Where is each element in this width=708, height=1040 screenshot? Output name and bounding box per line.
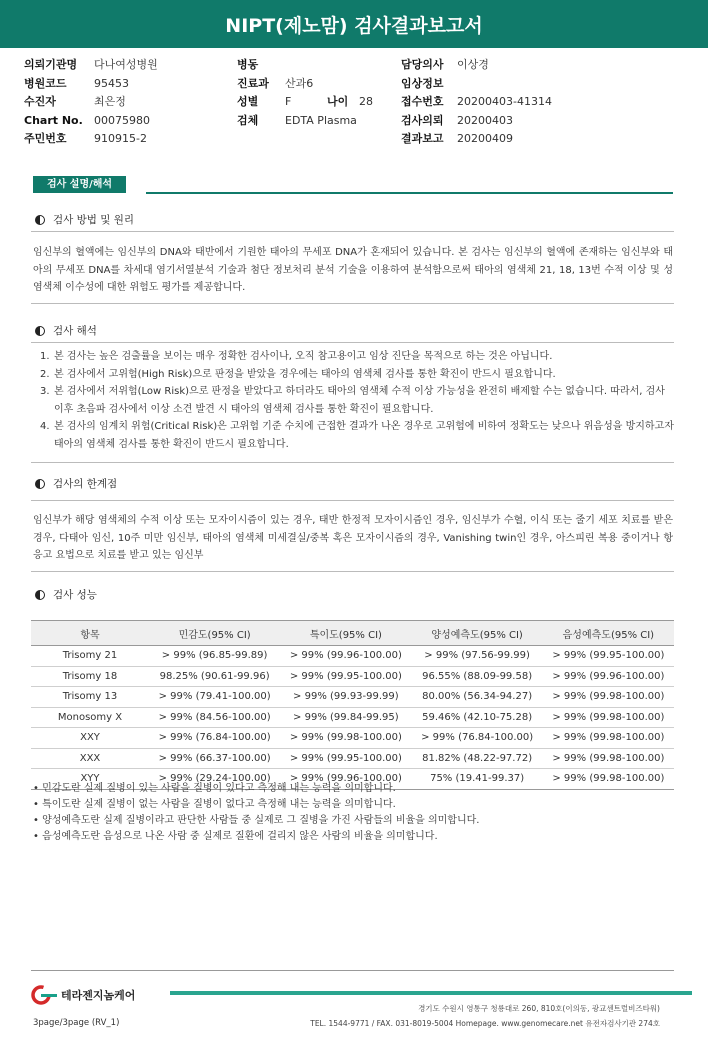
divider (31, 342, 674, 343)
list-item: 3. 본 검사에서 저위험(Low Risk)으로 판정을 받았다고 하더라도 태아의 염색체 수적 이상 가능성을 완전히 배제할 수는 없습니다. 따라서, 검사 이후 초음파 검사에서 이상 소견 발견 시 태아의 염색체 검사를 통한 확진이 필요합니다. (40, 383, 674, 418)
table-header-cell: 음성예측도(95% CI) (543, 621, 674, 646)
divider (31, 231, 674, 232)
info-value: 이상경 (457, 58, 489, 71)
info-value: 다나여성병원 (94, 58, 158, 71)
interpretation-list (40, 348, 674, 453)
list-item: 2. 본 검사에서 고위험(High Risk)으로 판정을 받았을 경우에는 태아의 염색체 검사를 통한 확진이 반드시 필요합니다. (40, 366, 674, 384)
info-row (237, 56, 373, 75)
info-label-age: 나이 (327, 95, 349, 108)
table-cell: Trisomy 13 (31, 687, 149, 708)
info-value: 산과6 (285, 76, 314, 90)
table-cell: > 99% (96.85-99.89) (149, 646, 280, 667)
table-cell: > 99% (29.24-100.00) (149, 769, 280, 790)
table-cell: > 99% (99.98-100.00) (280, 728, 411, 749)
table-cell: > 99% (99.95-100.00) (280, 666, 411, 687)
info-row (24, 56, 158, 75)
table-cell: > 99% (99.98-100.00) (543, 707, 674, 728)
table-cell: Trisomy 18 (31, 666, 149, 687)
note-text: 민감도란 실제 질병이 있는 사람을 질병이 있다고 측정해 내는 능력을 의미합니다. (42, 783, 396, 794)
info-row (401, 112, 552, 131)
info-row (401, 130, 552, 149)
list-item-text: 본 검사에서 저위험(Low Risk)으로 판정을 받았다고 하더라도 태아의 염색체 수적 이상 가능성을 완전히 배제할 수는 없습니다. 따라서, 검사 이후 초음파 검사에서 이상 소견 발견 시 태아의 염색체 검사를 통한 확진이 필요합니다. (54, 386, 665, 415)
info-row (401, 93, 552, 112)
logo-g-icon (30, 984, 58, 1006)
info-column-3 (401, 56, 552, 149)
divider (31, 303, 674, 304)
table-cell: > 99% (66.37-100.00) (149, 748, 280, 769)
table-header-row (31, 621, 674, 646)
info-value: 95453 (94, 76, 129, 90)
table-row (31, 707, 674, 728)
table-cell: > 99% (99.96-100.00) (543, 666, 674, 687)
table-cell: > 99% (99.84-99.95) (280, 707, 411, 728)
table-cell: > 99% (99.95-100.00) (280, 748, 411, 769)
half-circle-icon (35, 479, 45, 489)
info-column-1 (24, 56, 158, 149)
table-cell: 98.25% (90.61-99.96) (149, 666, 280, 687)
info-row (24, 93, 158, 112)
info-label: 의뢰기관명 (24, 58, 78, 71)
limits-heading (35, 476, 117, 491)
table-header-cell: 민감도(95% CI) (149, 621, 280, 646)
info-label: 검체 (237, 113, 259, 127)
table-row (31, 646, 674, 667)
note-text: 특이도란 실제 질병이 없는 사람을 질병이 없다고 측정해 내는 능력을 의미합니다. (42, 799, 396, 810)
info-label: 진료과 (237, 76, 269, 90)
info-label: 주민번호 (24, 132, 67, 145)
table-row (31, 728, 674, 749)
method-heading (35, 212, 134, 227)
company-logo (30, 984, 135, 1006)
table-cell: XXY (31, 728, 149, 749)
footer-address: 경기도 수원시 영통구 청룡대로 260, 810호(이의동, 광교센트럴비즈타워) (418, 1004, 660, 1013)
table-cell: 80.00% (56.34-94.27) (412, 687, 543, 708)
performance-title: 검사 성능 (53, 589, 97, 601)
interpretation-heading (35, 323, 97, 338)
table-cell: > 99% (99.98-100.00) (543, 748, 674, 769)
table-cell: > 99% (99.95-100.00) (543, 646, 674, 667)
table-cell: > 99% (99.96-100.00) (280, 646, 411, 667)
table-cell: > 99% (99.98-100.00) (543, 687, 674, 708)
performance-notes (33, 781, 479, 845)
note-item: • 특이도란 실제 질병이 없는 사람을 질병이 없다고 측정해 내는 능력을 의미합니다. (33, 799, 396, 810)
info-value: 20200403-41314 (457, 95, 552, 108)
info-row (24, 112, 158, 131)
table-cell: > 99% (84.56-100.00) (149, 707, 280, 728)
info-row (401, 75, 552, 94)
info-label: 결과보고 (401, 132, 444, 145)
performance-table (31, 620, 674, 790)
table-cell: > 99% (99.98-100.00) (543, 769, 674, 790)
info-row (237, 93, 373, 112)
info-column-2 (237, 56, 373, 130)
table-cell: > 99% (76.84-100.00) (149, 728, 280, 749)
table-header-cell: 양성예측도(95% CI) (412, 621, 543, 646)
info-label: 접수번호 (401, 95, 444, 108)
limits-text: 임신부가 해당 염색체의 수적 이상 또는 모자이시즘이 있는 경우, 태반 한정적 모자이시즘인 경우, 임신부가 수혈, 이식 또는 줄기 세포 치료를 받은 경우, 다태아 임신, 10주 미만 임신부, 태아의 염색체 미세결실/중복 혹은 모자이시즘의 경우, Vanishing twin인 경우, 아스피린 복용 중이거나 항 응고 요법으로 치료를 받고 있는 임신부 (33, 515, 673, 561)
list-item-text: 본 검사에서 고위험(High Risk)으로 판정을 받았을 경우에는 태아의 염색체 검사를 통한 확진이 반드시 필요합니다. (54, 368, 556, 380)
method-text: 임신부의 혈액에는 임신부의 DNA와 태반에서 기원한 태아의 무세포 DNA가 혼재되어 있습니다. 본 검사는 임신부의 혈액에 존재하는 임신부와 태아의 무세포 DNA를 차세대 염기서열분석 기술과 첨단 정보처리 분석 기술을 이용하여 분석함으로써 태아의 염색체 21, 18, 13번 수적 이상 및 성염색체 이수성에 대한 위험도 평가를 제공합니다. (33, 247, 673, 293)
half-circle-icon (35, 215, 45, 225)
table-cell: > 99% (76.84-100.00) (412, 728, 543, 749)
info-value: 20200409 (457, 132, 513, 145)
info-row (24, 75, 158, 94)
table-header-cell: 항목 (31, 621, 149, 646)
table-cell: > 99% (99.98-100.00) (543, 728, 674, 749)
footer-accent-bar (170, 991, 692, 995)
interpretation-title: 검사 해석 (53, 325, 97, 337)
table-cell: > 99% (79.41-100.00) (149, 687, 280, 708)
list-item: 4. 본 검사의 임계치 위험(Critical Risk)은 고위험 기준 수치에 근접한 결과가 나온 경우로 고위험에 비하여 정확도는 낮으나 위음성을 방지하고자 태아의 염색체 검사를 통한 확진이 반드시 필요합니다. (40, 418, 674, 453)
table-cell: > 99% (99.96-100.00) (280, 769, 411, 790)
info-value: 910915-2 (94, 132, 147, 145)
divider (31, 462, 674, 463)
report-header (0, 0, 708, 48)
note-item: • 민감도란 실제 질병이 있는 사람을 질병이 있다고 측정해 내는 능력을 의미합니다. (33, 783, 396, 794)
table-cell: Trisomy 21 (31, 646, 149, 667)
table-header-cell: 특이도(95% CI) (280, 621, 411, 646)
report-title: NIPT(제노맘) 검사결과보고서 (225, 15, 483, 37)
footer-divider (31, 970, 674, 971)
limits-title: 검사의 한계점 (53, 478, 118, 490)
info-row (237, 75, 373, 94)
table-cell: 59.46% (42.10-75.28) (412, 707, 543, 728)
table-cell: 81.82% (48.22-97.72) (412, 748, 543, 769)
table-cell: 96.55% (88.09-99.58) (412, 666, 543, 687)
section-tab: 검사 설명/해석 (33, 176, 126, 193)
table-cell: > 99% (99.93-99.99) (280, 687, 411, 708)
table-row (31, 687, 674, 708)
logo-text: 테라젠지놈케어 (61, 989, 136, 1002)
footer-contact: TEL. 1544-9771 / FAX. 031-8019-5004 Homepage. www.genomecare.net 유전자검사기관 274호 (310, 1019, 660, 1028)
table-row (31, 666, 674, 687)
method-title: 검사 방법 및 원리 (53, 214, 135, 226)
info-value: 00075980 (94, 113, 150, 127)
performance-heading (35, 587, 97, 602)
note-item: • 양성예측도란 실제 질병이라고 판단한 사람들 중 실제로 그 질병을 가진 사람들의 비율을 의미합니다. (33, 815, 480, 826)
list-item-text: 본 검사의 임계치 위험(Critical Risk)은 고위험 기준 수치에 근접한 결과가 나온 경우로 고위험에 비하여 정확도는 낮으나 위음성을 방지하고자 태아의 염색체 검사를 통한 확진이 반드시 필요합니다. (54, 421, 674, 450)
section-divider (146, 192, 673, 194)
info-value: EDTA Plasma (285, 113, 357, 127)
info-label: 병동 (237, 58, 259, 71)
info-label: 검사의뢰 (401, 113, 444, 127)
info-label: 임상정보 (401, 76, 444, 90)
info-value: 최은정 (94, 95, 126, 108)
note-item: • 음성예측도란 음성으로 나온 사람 중 실제로 질환에 걸리지 않은 사람의 비율을 의미합니다. (33, 831, 438, 842)
table-cell: Monosomy X (31, 707, 149, 728)
info-row (24, 130, 158, 149)
note-text: 음성예측도란 음성으로 나온 사람 중 실제로 질환에 걸리지 않은 사람의 비율을 의미합니다. (42, 831, 438, 842)
list-item: 1. 본 검사는 높은 검출률을 보이는 매우 정확한 검사이나, 오직 참고용이고 임상 진단을 목적으로 하는 것은 아닙니다. (40, 348, 674, 366)
list-item-text: 본 검사는 높은 검출률을 보이는 매우 정확한 검사이나, 오직 참고용이고 임상 진단을 목적으로 하는 것은 아닙니다. (54, 351, 553, 362)
table-cell: XYY (31, 769, 149, 790)
divider (31, 571, 674, 572)
info-row (237, 112, 373, 131)
info-value-age: 28 (359, 95, 373, 108)
info-label: Chart No. (24, 113, 83, 127)
table-cell: > 99% (97.56-99.99) (412, 646, 543, 667)
info-label: 성별 (237, 95, 259, 108)
note-text: 양성예측도란 실제 질병이라고 판단한 사람들 중 실제로 그 질병을 가진 사람들의 비율을 의미합니다. (42, 815, 480, 826)
info-value: 20200403 (457, 113, 513, 127)
table-cell: 75% (19.41-99.37) (412, 769, 543, 790)
table-cell: XXX (31, 748, 149, 769)
half-circle-icon (35, 590, 45, 600)
page-number: 3page/3page (RV_1) (33, 1018, 120, 1028)
divider (31, 500, 674, 501)
half-circle-icon (35, 326, 45, 336)
info-value: F (285, 95, 292, 108)
info-row (401, 56, 552, 75)
info-label: 담당의사 (401, 58, 444, 71)
table-row (31, 748, 674, 769)
info-label: 수진자 (24, 95, 56, 108)
info-label: 병원코드 (24, 76, 67, 90)
